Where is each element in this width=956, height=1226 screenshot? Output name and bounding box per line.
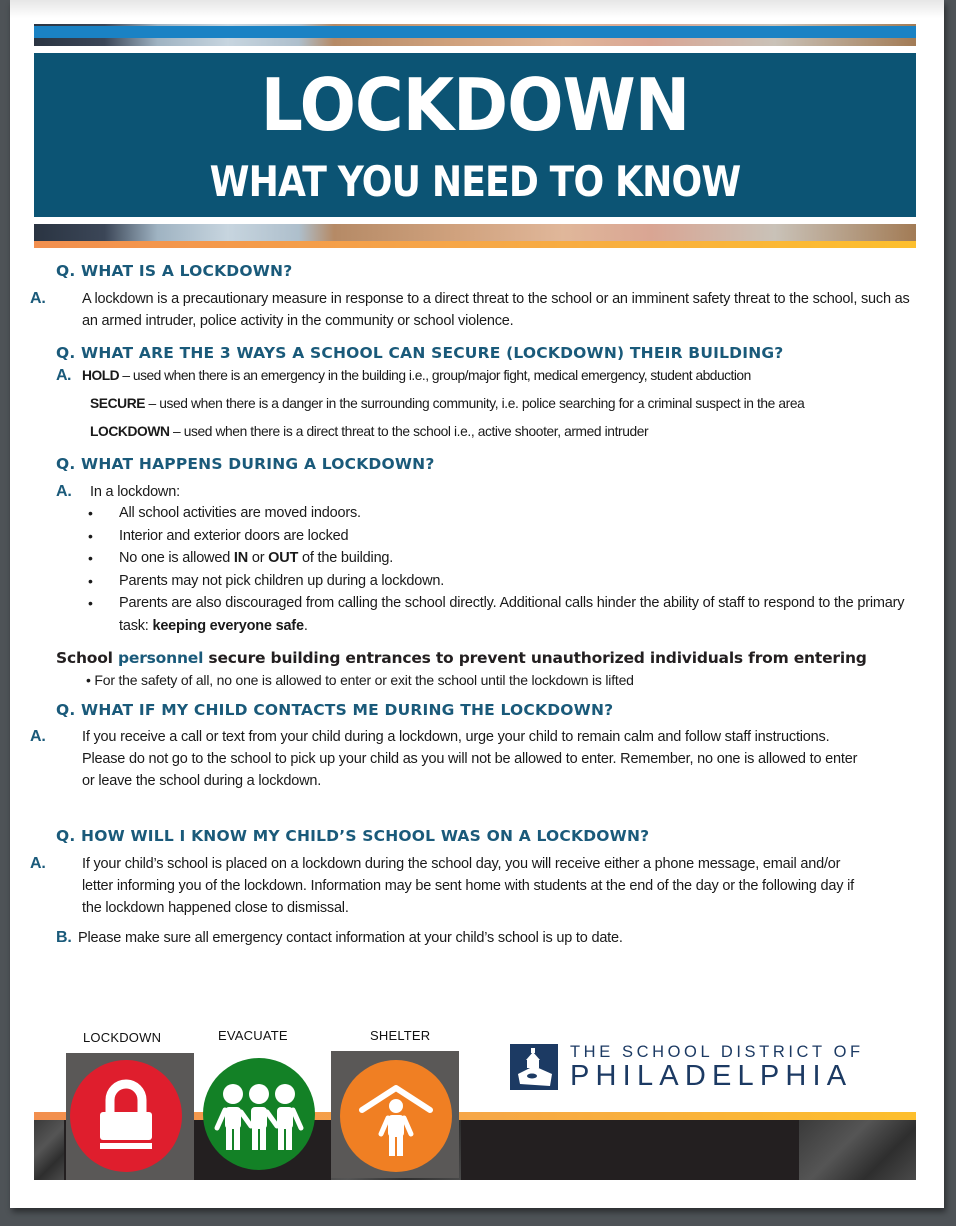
list-item: • Interior and exterior doors are locked — [88, 525, 918, 548]
answer-text: If your child’s school is placed on a lockdown during the school day, you will receive either a phone message, email and/or letter informing you of the lockdown. Information may be sent home with students at the end of the day or the following day if the lockdown happened close to dismissal. — [82, 856, 854, 916]
text-out: OUT — [268, 550, 299, 566]
question-three-ways: Q. WHAT ARE THE 3 WAYS A SCHOOL CAN SECURE (LOCKDOWN) THEIR BUILDING? — [56, 344, 784, 362]
text: secure building entrances to prevent unauthorized individuals from entering — [203, 649, 867, 667]
logo-text — [570, 1043, 864, 1091]
footer-label-lockdown: LOCKDOWN — [83, 1030, 162, 1045]
text: or — [248, 550, 269, 566]
footer-texture — [34, 1120, 64, 1180]
answer-label: A. — [30, 290, 46, 307]
text-keeping-safe: keeping everyone safe — [152, 617, 304, 634]
text-in: IN — [233, 550, 248, 566]
answer-intro: In a lockdown: — [90, 484, 180, 500]
answer-label: B. — [56, 929, 72, 946]
question-child-contacts: Q. WHAT IF MY CHILD CONTACTS ME DURING THE LOCKDOWN? — [56, 701, 614, 719]
term-lockdown: LOCKDOWN — [90, 424, 170, 439]
person-under-roof-icon — [340, 1060, 452, 1172]
header-photo-strip-top — [34, 24, 916, 46]
answer-how-will-i-know — [30, 853, 886, 919]
answer-lockdown — [56, 421, 916, 443]
answer-label: A. — [30, 728, 46, 745]
desc-secure: – used when there is a danger in the surrounding community, i.e. police searching for a criminal suspect in the area — [145, 396, 805, 411]
text: of the building. — [298, 550, 394, 566]
term-secure: SECURE — [90, 396, 146, 411]
personnel-statement — [56, 649, 867, 667]
question-what-happens: Q. WHAT HAPPENS DURING A LOCKDOWN? — [56, 455, 435, 473]
logo-line-1: THE SCHOOL DISTRICT OF — [570, 1043, 864, 1061]
bell-tower-icon — [510, 1044, 558, 1090]
footer-texture — [799, 1120, 916, 1180]
text: . — [303, 617, 308, 634]
padlock-icon — [70, 1060, 182, 1172]
term-hold: HOLD — [82, 368, 120, 383]
page-top-shadow — [10, 0, 944, 18]
header-photo-strip-bottom — [34, 224, 916, 248]
page-subtitle: WHAT YOU NEED TO KNOW — [209, 157, 741, 206]
personnel-bullet: • For the safety of all, no one is allowed to enter or exit the school until the lockdown is lifted — [86, 672, 634, 688]
list-item — [88, 547, 918, 570]
lockdown-bullet-list — [88, 502, 918, 637]
footer-label-evacuate: EVACUATE — [218, 1028, 288, 1043]
blue-accent-bar — [34, 26, 916, 38]
orange-accent-bar — [34, 241, 916, 248]
logo-line-2: PHILADELPHIA — [570, 1060, 853, 1092]
answer-b-contact-info — [56, 927, 916, 949]
answer-label: A. — [56, 483, 72, 500]
text: No one is allowed — [119, 550, 234, 566]
answer-child-contacts — [30, 726, 896, 792]
question-how-will-i-know: Q. HOW WILL I KNOW MY CHILD’S SCHOOL WAS ON A LOCKDOWN? — [56, 827, 650, 845]
answer-what-happens-intro — [56, 481, 916, 503]
document-page — [10, 0, 944, 1208]
title-banner — [34, 53, 916, 217]
answer-label: A. — [30, 855, 46, 872]
answer-text: If you receive a call or text from your child during a lockdown, urge your child to remain calm and follow staff instructions. Please do not go to the school to pick up your child as you will not be allowed to enter. Remember, no one is allowed to enter or leave the school during a lockdown. — [82, 729, 858, 789]
school-district-logo — [510, 1043, 864, 1091]
answer-text: A lockdown is a precautionary measure in response to a direct threat to the school or an imminent safety threat to the school, such as an armed intruder, police activity in the community or school violence. — [82, 291, 910, 329]
people-group-icon — [203, 1058, 315, 1170]
list-item: • Parents may not pick children up during a lockdown. — [88, 570, 918, 593]
list-item: • All school activities are moved indoors. — [88, 502, 918, 525]
list-item — [88, 592, 918, 637]
answer-label: A. — [56, 367, 71, 384]
footer-label-shelter: SHELTER — [370, 1028, 431, 1043]
desc-hold: – used when there is an emergency in the building i.e., group/major fight, medical emergency, student abduction — [119, 368, 751, 383]
answer-hold — [56, 365, 916, 387]
answer-secure — [56, 393, 916, 415]
question-what-is-lockdown: Q. WHAT IS A LOCKDOWN? — [56, 262, 293, 280]
text-personnel: personnel — [118, 649, 204, 667]
text: School — [56, 649, 118, 667]
answer-what-is-lockdown — [30, 288, 916, 332]
answer-text: Please make sure all emergency contact information at your child’s school is up to date. — [78, 930, 623, 946]
text: Parents are also discouraged from calling the school directly. Additional calls hinder the ability of staff to respond to the primary task: — [119, 595, 905, 634]
desc-lockdown: – used when there is a direct threat to the school i.e., active shooter, armed intruder — [169, 424, 649, 439]
page-title: LOCKDOWN — [260, 63, 690, 147]
